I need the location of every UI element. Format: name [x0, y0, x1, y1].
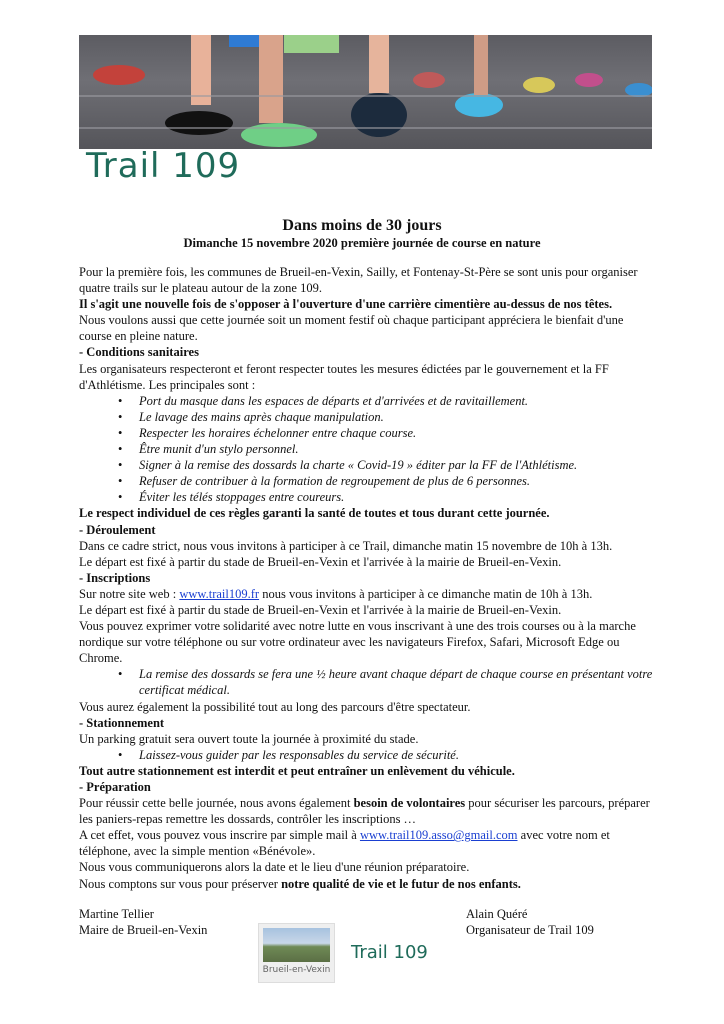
text-span: A cet effet, vous pouvez vous inscrire par simple mail à [79, 828, 360, 843]
deroulement-line: Le départ est fixé à partir du stade de Brueil-en-Vexin et l'arrivée à la mairie de Brueil-en-Vexin. [79, 554, 562, 569]
section-heading-sanitaires: - Conditions sanitaires [79, 345, 199, 360]
stationnement-warning: Tout autre stationnement est interdit et peut entraîner un enlèvement du véhicule. [79, 763, 515, 778]
preparation-meeting: Nous vous communiquerons alors la date et le lieu d'une réunion préparatoire. [79, 860, 470, 875]
signer-role: Maire de Brueil-en-Vexin [79, 923, 208, 937]
brueil-en-vexin-logo [258, 923, 335, 983]
village-photo [263, 928, 330, 962]
list-item: • Être munit d'un stylo personnel. [139, 441, 654, 457]
inscriptions-site-line [79, 586, 654, 602]
text-span: Nous comptons sur vous pour préserver [79, 876, 282, 891]
website-link[interactable]: www.trail109.fr [179, 586, 260, 601]
sanitaires-list [79, 393, 654, 506]
text-span: Pour réussir cette belle journée, nous avons également [79, 796, 354, 811]
section-heading-deroulement: - Déroulement [79, 522, 156, 537]
trail109-mini-logo: Trail 109 [351, 942, 428, 963]
inscriptions-list [79, 666, 654, 698]
intro-festive: Nous voulons aussi que cette journée soit un moment festif où chaque participant appréciera le bienfait d'une course en pleine nature. [79, 313, 624, 344]
volunteers-emphasis: besoin de volontaires [353, 796, 466, 811]
preparation-closing [79, 876, 654, 892]
list-item: • La remise des dossards se fera une ½ heure avant chaque départ de chaque course en présentant votre certificat médical. [139, 666, 654, 698]
stationnement-text: Un parking gratuit sera ouvert toute la journée à proximité du stade. [79, 731, 419, 746]
list-item: • Le lavage des mains après chaque manipulation. [139, 409, 654, 425]
inscriptions-spectateur: Vous aurez également la possibilité tout au long des parcours d'être spectateur. [79, 699, 471, 714]
sanitaires-closing: Le respect individuel de ces règles garanti la santé de toutes et tous durant cette journée. [79, 506, 550, 521]
preparation-mail [79, 827, 654, 859]
logo-caption: Brueil-en-Vexin [262, 965, 331, 975]
signer-name: Martine Tellier [79, 907, 154, 921]
stationnement-list [79, 747, 654, 763]
site-prefix: Sur notre site web : [79, 586, 180, 601]
sanitaires-text: Les organisateurs respecteront et feront respecter toutes les mesures édictées par le gouvernement et la FF d'Athlétisme. Les principales sont : [79, 361, 609, 392]
preparation-volunteers [79, 795, 654, 827]
list-item: • Éviter les télés stoppages entre coureurs. [139, 489, 654, 505]
email-link[interactable]: www.trail109.asso@gmail.com [359, 828, 518, 843]
list-item: • Signer à la remise des dossards la charte « Covid-19 » éditer par la FF de l'Athlétisme. [139, 457, 654, 473]
list-item: • Respecter les horaires échelonner entre chaque course. [139, 425, 654, 441]
list-item: • Port du masque dans les espaces de départs et d'arrivées et de ravitaillement. [139, 393, 654, 409]
section-heading-preparation: - Préparation [79, 780, 151, 794]
page-subtitle: Dimanche 15 novembre 2020 première journée de course en nature [183, 236, 541, 250]
site-suffix: nous vous invitons à participer à ce dimanche matin de 10h à 13h. [259, 586, 593, 601]
trail109-logo: Trail 109 [86, 146, 241, 186]
intro-statement: Il s'agit une nouvelle fois de s'opposer à l'ouverture d'une carrière cimentière au-dessus de nos têtes. [79, 297, 613, 312]
runners-illustration [79, 35, 652, 149]
deroulement-line: Dans ce cadre strict, nous vous invitons à participer à ce Trail, dimanche matin 15 novembre de 10h à 13h. [79, 538, 613, 553]
list-item: • Refuser de contribuer à la formation de regroupement de plus de 6 personnes. [139, 473, 654, 489]
letter-body [79, 264, 654, 892]
list-item: • Laissez-vous guider par les responsables du service de sécurité. [139, 747, 654, 763]
section-heading-inscriptions: - Inscriptions [79, 570, 151, 585]
runners-banner-image [79, 35, 652, 149]
inscriptions-solidarite: Vous pouvez exprimer votre solidarité avec notre lutte en vous inscrivant à une des trois courses ou à la marche nordique sur votre téléphone ou sur votre ordinateur avec les navigateurs Firefox, Safari, Microsoft Edge ou Chrome. [79, 619, 636, 666]
signer-role: Organisateur de Trail 109 [466, 923, 594, 937]
signature-right [466, 906, 594, 938]
closing-emphasis: notre qualité de vie et le futur de nos enfants. [281, 876, 521, 891]
page-title: Dans moins de 30 jours [282, 217, 442, 234]
intro-paragraph: Pour la première fois, les communes de Brueil-en-Vexin, Sailly, et Fontenay-St-Père se sont unis pour organiser quatre trails sur le plateau autour de la zone 109. [79, 265, 638, 296]
signer-name: Alain Quéré [466, 907, 528, 921]
text-span: avec votre nom et téléphone, avec la simple mention «Bénévole». [79, 828, 610, 859]
inscriptions-depart: Le départ est fixé à partir du stade de Brueil-en-Vexin et l'arrivée à la mairie de Brueil-en-Vexin. [79, 602, 562, 617]
text-span: pour sécuriser les parcours, préparer les paniers-repas remettre les dossards, contrôler les inscriptions … [79, 796, 650, 827]
signature-left [79, 906, 207, 938]
section-heading-stationnement: - Stationnement [79, 715, 165, 730]
